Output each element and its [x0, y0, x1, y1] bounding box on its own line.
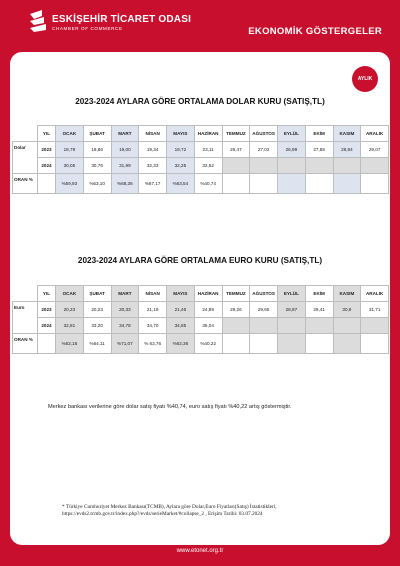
- rate-cell: 19,34: [139, 142, 167, 158]
- rate-cell: 28,87: [278, 302, 306, 318]
- rate-cell: 19,00: [111, 142, 139, 158]
- corner-cell: [13, 126, 38, 142]
- month-header: NİSAN: [139, 126, 167, 142]
- change-rate-cell: %59,93: [56, 174, 84, 194]
- chamber-logo-icon: [28, 10, 48, 36]
- rate-cell: [222, 158, 250, 174]
- rate-cell: 20,23: [83, 302, 111, 318]
- table-row: [13, 158, 389, 174]
- rate-cell: 33,20: [83, 318, 111, 334]
- euro-rate-table: [12, 285, 389, 354]
- month-header: MAYIS: [167, 126, 195, 142]
- rate-cell: [278, 158, 306, 174]
- year-cell: 2024: [38, 318, 56, 334]
- change-rate-row: [13, 334, 389, 354]
- change-rate-cell: %68,36: [111, 174, 139, 194]
- empty-cell: [38, 334, 56, 354]
- table-row: [13, 302, 389, 318]
- rate-cell: [333, 158, 361, 174]
- rate-cell: 31,99: [111, 158, 139, 174]
- rate-cell: [222, 318, 250, 334]
- change-rate-cell: [222, 334, 250, 354]
- month-header: KASIM: [333, 286, 361, 302]
- change-rate-cell: [222, 174, 250, 194]
- change-rate-cell: % 63,76: [139, 334, 167, 354]
- change-rate-cell: %71,07: [111, 334, 139, 354]
- empty-cell: [38, 174, 56, 194]
- rate-cell: [305, 158, 333, 174]
- dollar-rate-table: [12, 125, 389, 194]
- rate-cell: 32,33: [139, 158, 167, 174]
- change-rate-cell: [278, 334, 306, 354]
- year-header: YIL: [38, 286, 56, 302]
- rate-cell: 19,72: [167, 142, 195, 158]
- month-header: AĞUSTOS: [250, 286, 278, 302]
- rate-cell: 20,23: [56, 302, 84, 318]
- change-rate-cell: [305, 334, 333, 354]
- rate-cell: 30,76: [83, 158, 111, 174]
- currency-label: Dolar: [13, 142, 38, 174]
- rate-cell: 34,85: [167, 318, 195, 334]
- rate-cell: [361, 318, 389, 334]
- change-rate-cell: %64,11: [83, 334, 111, 354]
- change-rate-label: ORAN %: [13, 334, 38, 354]
- table-row: [13, 142, 389, 158]
- rate-cell: 32,52: [194, 158, 222, 174]
- rate-cell: 18,79: [56, 142, 84, 158]
- rate-cell: [250, 158, 278, 174]
- change-rate-cell: [250, 334, 278, 354]
- year-cell: 2024: [38, 158, 56, 174]
- rate-cell: [361, 158, 389, 174]
- section-title: EKONOMİK GÖSTERGELER: [248, 26, 382, 37]
- rate-cell: 27,85: [305, 142, 333, 158]
- org-subtitle: CHAMBER OF COMMERCE: [52, 25, 123, 31]
- rate-cell: 31,71: [361, 302, 389, 318]
- rate-cell: 30,05: [56, 158, 84, 174]
- month-header: HAZİRAN: [194, 126, 222, 142]
- change-rate-cell: %40,74: [194, 174, 222, 194]
- month-header: OCAK: [56, 286, 84, 302]
- change-rate-cell: %62,36: [167, 334, 195, 354]
- change-rate-cell: [250, 174, 278, 194]
- year-header: YIL: [38, 126, 56, 142]
- month-header: TEMMUZ: [222, 286, 250, 302]
- rate-cell: 21,46: [167, 302, 195, 318]
- month-header: ARALIK: [361, 126, 389, 142]
- rate-cell: 34,78: [111, 318, 139, 334]
- table-row: [13, 318, 389, 334]
- org-name: ESKİŞEHİR TİCARET ODASI: [52, 13, 192, 25]
- change-rate-row: [13, 174, 389, 194]
- rate-cell: 21,19: [139, 302, 167, 318]
- change-rate-cell: %67,17: [139, 174, 167, 194]
- rate-cell: 32,81: [56, 318, 84, 334]
- month-header: MAYIS: [167, 286, 195, 302]
- rate-cell: [250, 318, 278, 334]
- change-rate-cell: [333, 334, 361, 354]
- rate-cell: 29,41: [305, 302, 333, 318]
- change-rate-cell: %62,18: [56, 334, 84, 354]
- month-header: KASIM: [333, 126, 361, 142]
- rate-cell: 32,25: [167, 158, 195, 174]
- rate-cell: 35,04: [194, 318, 222, 334]
- rate-cell: 29,65: [250, 302, 278, 318]
- rate-cell: 29,07: [361, 142, 389, 158]
- source-line-2: https://evds2.tcmb.gov.tr/index.php?/evds/serieMarket/#collapse_2 , Erişim Tarihi: 03.07.2024: [62, 511, 263, 518]
- month-header: OCAK: [56, 126, 84, 142]
- chamber-logo[interactable]: [28, 10, 191, 36]
- month-header: NİSAN: [139, 286, 167, 302]
- dollar-table-title: 2023-2024 AYLARA GÖRE ORTALAMA DOLAR KURU (SATIŞ,TL): [75, 97, 325, 106]
- change-rate-cell: [278, 174, 306, 194]
- month-header: AĞUSTOS: [250, 126, 278, 142]
- change-rate-cell: %40,22: [194, 334, 222, 354]
- header-row: [13, 286, 389, 302]
- header: [0, 0, 400, 50]
- month-header: HAZİRAN: [194, 286, 222, 302]
- rate-cell: [278, 318, 306, 334]
- month-header: EKİM: [305, 126, 333, 142]
- change-rate-cell: [361, 174, 389, 194]
- change-rate-label: ORAN %: [13, 174, 38, 194]
- month-header: TEMMUZ: [222, 126, 250, 142]
- month-header: ŞUBAT: [83, 286, 111, 302]
- change-rate-cell: [305, 174, 333, 194]
- change-rate-cell: [333, 174, 361, 194]
- rate-cell: 20,33: [111, 302, 139, 318]
- footer-website-link[interactable]: www.etonet.org.tr: [176, 548, 224, 554]
- rate-cell: [333, 318, 361, 334]
- rate-cell: 26,99: [278, 142, 306, 158]
- change-rate-cell: %63,10: [83, 174, 111, 194]
- source-line-1: * Türkiye Cumhuriyet Merkez Bankası(TCMB), Aylara göre Dolar,Euro Fiyatları(Satış) İstatistikleri,: [62, 504, 277, 510]
- rate-cell: 28,84: [333, 142, 361, 158]
- change-rate-cell: [361, 334, 389, 354]
- month-header: ARALIK: [361, 286, 389, 302]
- header-row: [13, 126, 389, 142]
- change-rate-cell: %63,54: [167, 174, 195, 194]
- frequency-badge: AYLIK: [352, 66, 378, 92]
- month-header: EYLÜL: [278, 126, 306, 142]
- rate-cell: 30,9: [333, 302, 361, 318]
- month-header: MART: [111, 286, 139, 302]
- euro-table-title: 2023-2024 AYLARA GÖRE ORTALAMA EURO KURU (SATIŞ,TL): [77, 256, 323, 265]
- corner-cell: [13, 286, 38, 302]
- rate-cell: [305, 318, 333, 334]
- summary-note: Merkez bankası verilerine göre dolar satış fiyatı %40,74, euro satış fiyatı %40,22 artış göstermiştir.: [48, 404, 292, 410]
- month-header: EKİM: [305, 286, 333, 302]
- currency-label: Euro: [13, 302, 38, 334]
- content-card: [10, 52, 390, 545]
- rate-cell: 26,47: [222, 142, 250, 158]
- rate-cell: 29,26: [222, 302, 250, 318]
- rate-cell: 24,99: [194, 302, 222, 318]
- year-cell: 2023: [38, 142, 56, 158]
- rate-cell: 34,70: [139, 318, 167, 334]
- year-cell: 2023: [38, 302, 56, 318]
- rate-cell: 23,11: [194, 142, 222, 158]
- source-citation: [62, 504, 362, 518]
- rate-cell: 27,02: [250, 142, 278, 158]
- month-header: EYLÜL: [278, 286, 306, 302]
- rate-cell: 18,86: [83, 142, 111, 158]
- month-header: ŞUBAT: [83, 126, 111, 142]
- month-header: MART: [111, 126, 139, 142]
